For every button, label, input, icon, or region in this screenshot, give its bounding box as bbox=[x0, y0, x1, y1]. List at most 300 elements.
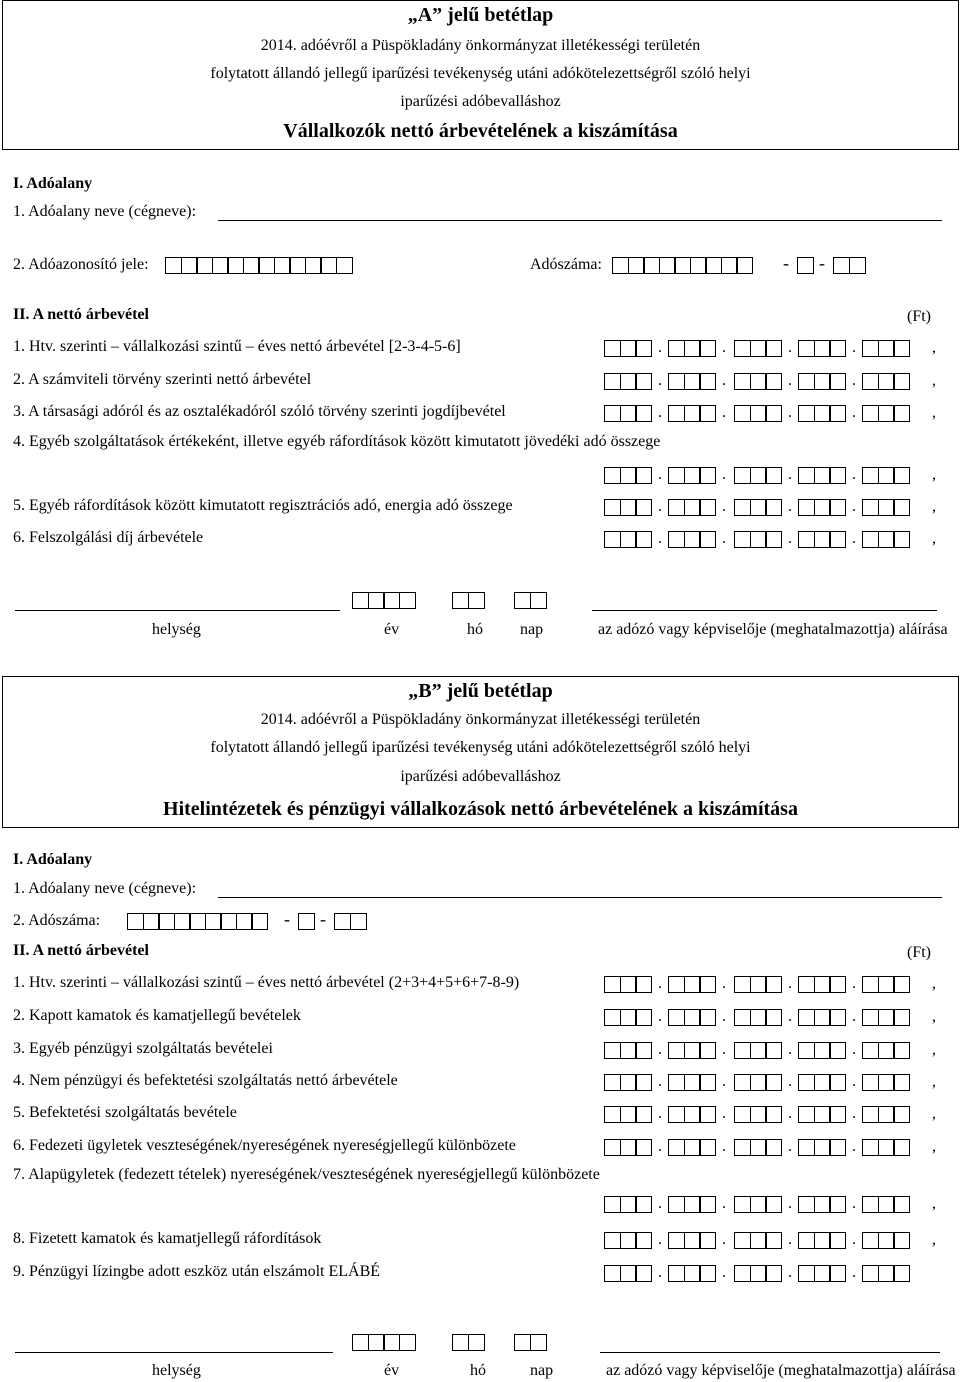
input-box[interactable] bbox=[383, 592, 400, 609]
input-box[interactable] bbox=[699, 1196, 716, 1213]
input-box[interactable] bbox=[620, 405, 637, 422]
input-box[interactable] bbox=[668, 499, 685, 516]
input-box[interactable] bbox=[604, 531, 621, 548]
form-b-row-6-amount-group-5[interactable] bbox=[862, 1139, 910, 1156]
input-box[interactable] bbox=[829, 405, 846, 422]
input-box[interactable] bbox=[893, 1042, 910, 1059]
form-a-row-1-amount-group-2[interactable] bbox=[668, 340, 716, 357]
input-box[interactable] bbox=[765, 405, 782, 422]
input-box[interactable] bbox=[699, 1042, 716, 1059]
form-b-row-8-amount-group-5[interactable] bbox=[862, 1232, 910, 1249]
input-box[interactable] bbox=[674, 257, 691, 274]
form-a-row-2-amount-group-3[interactable] bbox=[734, 373, 782, 390]
form-a-row-5-amount-group-3[interactable] bbox=[734, 499, 782, 516]
input-box[interactable] bbox=[305, 257, 322, 274]
input-box[interactable] bbox=[705, 257, 722, 274]
form-b-row-6-amount-group-1[interactable] bbox=[604, 1139, 652, 1156]
input-box[interactable] bbox=[635, 1009, 652, 1026]
input-box[interactable] bbox=[765, 1265, 782, 1282]
input-box[interactable] bbox=[878, 405, 895, 422]
input-box[interactable] bbox=[829, 531, 846, 548]
input-box[interactable] bbox=[829, 1265, 846, 1282]
input-box[interactable] bbox=[893, 467, 910, 484]
form-b-row-4-amount-group-4[interactable] bbox=[798, 1074, 846, 1091]
form-a-row-3-amount-group-2[interactable] bbox=[668, 405, 716, 422]
form-b-row-8-amount-group-2[interactable] bbox=[668, 1232, 716, 1249]
form-a-row-5-amount-group-5[interactable] bbox=[862, 499, 910, 516]
input-box[interactable] bbox=[612, 257, 629, 274]
input-box[interactable] bbox=[750, 467, 767, 484]
input-box[interactable] bbox=[334, 913, 351, 930]
input-box[interactable] bbox=[452, 592, 469, 609]
form-a-row-4-amount-group-2[interactable] bbox=[668, 467, 716, 484]
input-box[interactable] bbox=[798, 976, 815, 993]
form-a-row-4-amount-group-5[interactable] bbox=[862, 467, 910, 484]
input-box[interactable] bbox=[212, 257, 229, 274]
input-box[interactable] bbox=[862, 340, 879, 357]
form-b-row-5-amount-group-3[interactable] bbox=[734, 1106, 782, 1123]
input-box[interactable] bbox=[604, 1106, 621, 1123]
input-box[interactable] bbox=[734, 531, 751, 548]
form-b-row-5-amount-group-1[interactable] bbox=[604, 1106, 652, 1123]
form-a-row-2-amount-group-2[interactable] bbox=[668, 373, 716, 390]
input-box[interactable] bbox=[635, 1196, 652, 1213]
input-box[interactable] bbox=[668, 1009, 685, 1026]
input-box[interactable] bbox=[814, 976, 831, 993]
input-box[interactable] bbox=[798, 1042, 815, 1059]
form-a-row-4-amount-group-4[interactable] bbox=[798, 467, 846, 484]
form-b-row-1-amount-group-1[interactable] bbox=[604, 976, 652, 993]
form-b-row-3-amount-group-2[interactable] bbox=[668, 1042, 716, 1059]
input-box[interactable] bbox=[143, 913, 160, 930]
input-box[interactable] bbox=[765, 499, 782, 516]
input-box[interactable] bbox=[734, 1265, 751, 1282]
input-box[interactable] bbox=[750, 1042, 767, 1059]
input-box[interactable] bbox=[604, 1009, 621, 1026]
input-box[interactable] bbox=[189, 913, 206, 930]
input-box[interactable] bbox=[352, 1334, 369, 1351]
input-box[interactable] bbox=[158, 913, 175, 930]
input-box[interactable] bbox=[862, 373, 879, 390]
input-box[interactable] bbox=[352, 592, 369, 609]
input-box[interactable] bbox=[798, 499, 815, 516]
input-box[interactable] bbox=[684, 531, 701, 548]
input-box[interactable] bbox=[893, 1232, 910, 1249]
input-box[interactable] bbox=[750, 976, 767, 993]
input-box[interactable] bbox=[368, 592, 385, 609]
input-box[interactable] bbox=[620, 1009, 637, 1026]
input-box[interactable] bbox=[734, 340, 751, 357]
input-box[interactable] bbox=[668, 467, 685, 484]
input-box[interactable] bbox=[798, 340, 815, 357]
input-box[interactable] bbox=[798, 1106, 815, 1123]
form-a-day-boxes[interactable] bbox=[514, 592, 547, 609]
form-b-taxno-boxes-1[interactable] bbox=[127, 913, 268, 930]
form-b-row-3-amount-group-1[interactable] bbox=[604, 1042, 652, 1059]
input-box[interactable] bbox=[734, 405, 751, 422]
input-box[interactable] bbox=[205, 913, 222, 930]
input-box[interactable] bbox=[862, 531, 879, 548]
form-b-row-1-amount-group-5[interactable] bbox=[862, 976, 910, 993]
input-box[interactable] bbox=[814, 467, 831, 484]
input-box[interactable] bbox=[862, 976, 879, 993]
input-box[interactable] bbox=[635, 1265, 652, 1282]
input-box[interactable] bbox=[635, 976, 652, 993]
input-box[interactable] bbox=[750, 531, 767, 548]
form-a-month-boxes[interactable] bbox=[452, 592, 485, 609]
input-box[interactable] bbox=[604, 405, 621, 422]
input-box[interactable] bbox=[814, 1139, 831, 1156]
input-box[interactable] bbox=[684, 1265, 701, 1282]
form-b-row-6-amount-group-2[interactable] bbox=[668, 1139, 716, 1156]
input-box[interactable] bbox=[878, 340, 895, 357]
form-a-taxid-boxes[interactable] bbox=[165, 257, 353, 274]
input-box[interactable] bbox=[620, 531, 637, 548]
form-b-row-3-amount-group-4[interactable] bbox=[798, 1042, 846, 1059]
input-box[interactable] bbox=[604, 976, 621, 993]
input-box[interactable] bbox=[814, 531, 831, 548]
input-box[interactable] bbox=[734, 1139, 751, 1156]
form-b-row-9-amount-group-1[interactable] bbox=[604, 1265, 652, 1282]
input-box[interactable] bbox=[604, 1074, 621, 1091]
input-box[interactable] bbox=[165, 257, 182, 274]
input-box[interactable] bbox=[699, 1265, 716, 1282]
form-a-row-6-amount-group-3[interactable] bbox=[734, 531, 782, 548]
input-box[interactable] bbox=[127, 913, 144, 930]
input-box[interactable] bbox=[765, 1139, 782, 1156]
input-box[interactable] bbox=[699, 1009, 716, 1026]
input-box[interactable] bbox=[399, 592, 416, 609]
input-box[interactable] bbox=[814, 1196, 831, 1213]
input-box[interactable] bbox=[878, 1232, 895, 1249]
input-box[interactable] bbox=[878, 1196, 895, 1213]
form-b-row-4-amount-group-2[interactable] bbox=[668, 1074, 716, 1091]
input-box[interactable] bbox=[399, 1334, 416, 1351]
input-box[interactable] bbox=[251, 913, 268, 930]
input-box[interactable] bbox=[383, 1334, 400, 1351]
input-box[interactable] bbox=[750, 1009, 767, 1026]
input-box[interactable] bbox=[750, 1074, 767, 1091]
input-box[interactable] bbox=[878, 499, 895, 516]
input-box[interactable] bbox=[893, 1009, 910, 1026]
input-box[interactable] bbox=[893, 340, 910, 357]
form-b-row-3-amount-group-3[interactable] bbox=[734, 1042, 782, 1059]
input-box[interactable] bbox=[878, 976, 895, 993]
form-b-row-7-amount-group-3[interactable] bbox=[734, 1196, 782, 1213]
input-box[interactable] bbox=[798, 1074, 815, 1091]
input-box[interactable] bbox=[684, 405, 701, 422]
input-box[interactable] bbox=[196, 257, 213, 274]
form-a-name-field[interactable] bbox=[218, 220, 942, 221]
input-box[interactable] bbox=[604, 1265, 621, 1282]
input-box[interactable] bbox=[236, 913, 253, 930]
input-box[interactable] bbox=[635, 1139, 652, 1156]
input-box[interactable] bbox=[604, 373, 621, 390]
input-box[interactable] bbox=[635, 1042, 652, 1059]
form-b-month-boxes[interactable] bbox=[452, 1334, 485, 1351]
form-b-row-2-amount-group-3[interactable] bbox=[734, 1009, 782, 1026]
input-box[interactable] bbox=[620, 499, 637, 516]
input-box[interactable] bbox=[690, 257, 707, 274]
input-box[interactable] bbox=[893, 976, 910, 993]
form-b-row-3-amount-group-5[interactable] bbox=[862, 1042, 910, 1059]
input-box[interactable] bbox=[862, 1232, 879, 1249]
input-box[interactable] bbox=[684, 467, 701, 484]
input-box[interactable] bbox=[274, 257, 291, 274]
input-box[interactable] bbox=[814, 340, 831, 357]
form-b-row-9-amount-group-4[interactable] bbox=[798, 1265, 846, 1282]
input-box[interactable] bbox=[765, 467, 782, 484]
input-box[interactable] bbox=[833, 257, 850, 274]
form-b-row-2-amount-group-2[interactable] bbox=[668, 1009, 716, 1026]
input-box[interactable] bbox=[878, 1009, 895, 1026]
form-a-row-3-amount-group-1[interactable] bbox=[604, 405, 652, 422]
input-box[interactable] bbox=[320, 257, 337, 274]
input-box[interactable] bbox=[829, 1009, 846, 1026]
input-box[interactable] bbox=[635, 1074, 652, 1091]
input-box[interactable] bbox=[765, 1074, 782, 1091]
input-box[interactable] bbox=[829, 976, 846, 993]
input-box[interactable] bbox=[620, 1139, 637, 1156]
input-box[interactable] bbox=[468, 1334, 485, 1351]
form-b-row-7-amount-group-1[interactable] bbox=[604, 1196, 652, 1213]
input-box[interactable] bbox=[814, 1074, 831, 1091]
input-box[interactable] bbox=[684, 1106, 701, 1123]
input-box[interactable] bbox=[893, 531, 910, 548]
form-b-row-8-amount-group-1[interactable] bbox=[604, 1232, 652, 1249]
input-box[interactable] bbox=[798, 373, 815, 390]
input-box[interactable] bbox=[604, 1196, 621, 1213]
form-a-row-4-amount-group-1[interactable] bbox=[604, 467, 652, 484]
input-box[interactable] bbox=[620, 976, 637, 993]
input-box[interactable] bbox=[862, 1196, 879, 1213]
input-box[interactable] bbox=[530, 1334, 547, 1351]
form-b-row-2-amount-group-4[interactable] bbox=[798, 1009, 846, 1026]
input-box[interactable] bbox=[620, 1232, 637, 1249]
input-box[interactable] bbox=[684, 976, 701, 993]
input-box[interactable] bbox=[620, 1042, 637, 1059]
form-a-row-4-amount-group-3[interactable] bbox=[734, 467, 782, 484]
input-box[interactable] bbox=[814, 1265, 831, 1282]
input-box[interactable] bbox=[699, 976, 716, 993]
form-a-row-1-amount-group-4[interactable] bbox=[798, 340, 846, 357]
input-box[interactable] bbox=[878, 1106, 895, 1123]
input-box[interactable] bbox=[684, 1139, 701, 1156]
form-b-signature-field[interactable] bbox=[600, 1352, 940, 1353]
input-box[interactable] bbox=[699, 1139, 716, 1156]
input-box[interactable] bbox=[814, 373, 831, 390]
input-box[interactable] bbox=[862, 499, 879, 516]
input-box[interactable] bbox=[798, 1196, 815, 1213]
input-box[interactable] bbox=[289, 257, 306, 274]
input-box[interactable] bbox=[893, 1106, 910, 1123]
input-box[interactable] bbox=[798, 1009, 815, 1026]
input-box[interactable] bbox=[668, 1265, 685, 1282]
form-b-row-5-amount-group-2[interactable] bbox=[668, 1106, 716, 1123]
form-a-row-2-amount-group-4[interactable] bbox=[798, 373, 846, 390]
input-box[interactable] bbox=[862, 405, 879, 422]
input-box[interactable] bbox=[604, 499, 621, 516]
input-box[interactable] bbox=[174, 913, 191, 930]
input-box[interactable] bbox=[829, 1139, 846, 1156]
input-box[interactable] bbox=[734, 1042, 751, 1059]
form-a-taxno-boxes-1[interactable] bbox=[612, 257, 753, 274]
input-box[interactable] bbox=[699, 467, 716, 484]
input-box[interactable] bbox=[635, 340, 652, 357]
input-box[interactable] bbox=[765, 1196, 782, 1213]
input-box[interactable] bbox=[765, 340, 782, 357]
form-b-row-1-amount-group-4[interactable] bbox=[798, 976, 846, 993]
input-box[interactable] bbox=[765, 531, 782, 548]
input-box[interactable] bbox=[635, 1232, 652, 1249]
input-box[interactable] bbox=[814, 499, 831, 516]
input-box[interactable] bbox=[643, 257, 660, 274]
input-box[interactable] bbox=[765, 976, 782, 993]
form-a-year-boxes[interactable] bbox=[352, 592, 416, 609]
form-a-row-2-amount-group-5[interactable] bbox=[862, 373, 910, 390]
input-box[interactable] bbox=[862, 467, 879, 484]
input-box[interactable] bbox=[530, 592, 547, 609]
form-a-signature-field[interactable] bbox=[592, 610, 937, 611]
input-box[interactable] bbox=[862, 1106, 879, 1123]
input-box[interactable] bbox=[620, 467, 637, 484]
input-box[interactable] bbox=[668, 531, 685, 548]
input-box[interactable] bbox=[849, 257, 866, 274]
input-box[interactable] bbox=[668, 340, 685, 357]
form-b-row-9-amount-group-3[interactable] bbox=[734, 1265, 782, 1282]
input-box[interactable] bbox=[750, 373, 767, 390]
input-box[interactable] bbox=[829, 467, 846, 484]
form-a-row-1-amount-group-3[interactable] bbox=[734, 340, 782, 357]
input-box[interactable] bbox=[181, 257, 198, 274]
form-a-row-1-amount-group-5[interactable] bbox=[862, 340, 910, 357]
input-box[interactable] bbox=[734, 1196, 751, 1213]
form-a-row-6-amount-group-5[interactable] bbox=[862, 531, 910, 548]
input-box[interactable] bbox=[829, 1074, 846, 1091]
input-box[interactable] bbox=[798, 467, 815, 484]
input-box[interactable] bbox=[878, 1265, 895, 1282]
form-b-row-8-amount-group-3[interactable] bbox=[734, 1232, 782, 1249]
form-b-place-field[interactable] bbox=[15, 1352, 333, 1353]
form-b-taxno-boxes-2[interactable] bbox=[298, 913, 315, 930]
form-a-row-1-amount-group-1[interactable] bbox=[604, 340, 652, 357]
form-a-row-5-amount-group-1[interactable] bbox=[604, 499, 652, 516]
input-box[interactable] bbox=[878, 373, 895, 390]
input-box[interactable] bbox=[862, 1265, 879, 1282]
input-box[interactable] bbox=[668, 405, 685, 422]
input-box[interactable] bbox=[893, 405, 910, 422]
form-b-row-7-amount-group-4[interactable] bbox=[798, 1196, 846, 1213]
input-box[interactable] bbox=[750, 1265, 767, 1282]
form-a-row-3-amount-group-3[interactable] bbox=[734, 405, 782, 422]
input-box[interactable] bbox=[750, 340, 767, 357]
input-box[interactable] bbox=[468, 592, 485, 609]
input-box[interactable] bbox=[798, 1265, 815, 1282]
input-box[interactable] bbox=[829, 499, 846, 516]
form-a-row-2-amount-group-1[interactable] bbox=[604, 373, 652, 390]
input-box[interactable] bbox=[734, 467, 751, 484]
input-box[interactable] bbox=[893, 1196, 910, 1213]
input-box[interactable] bbox=[765, 373, 782, 390]
input-box[interactable] bbox=[878, 1074, 895, 1091]
input-box[interactable] bbox=[699, 499, 716, 516]
input-box[interactable] bbox=[814, 405, 831, 422]
input-box[interactable] bbox=[684, 499, 701, 516]
form-a-row-6-amount-group-1[interactable] bbox=[604, 531, 652, 548]
form-b-row-7-amount-group-5[interactable] bbox=[862, 1196, 910, 1213]
input-box[interactable] bbox=[635, 531, 652, 548]
input-box[interactable] bbox=[750, 1232, 767, 1249]
input-box[interactable] bbox=[814, 1106, 831, 1123]
input-box[interactable] bbox=[814, 1009, 831, 1026]
input-box[interactable] bbox=[878, 1139, 895, 1156]
input-box[interactable] bbox=[798, 405, 815, 422]
input-box[interactable] bbox=[684, 1232, 701, 1249]
input-box[interactable] bbox=[668, 1196, 685, 1213]
input-box[interactable] bbox=[668, 1106, 685, 1123]
form-a-taxno-boxes-2[interactable] bbox=[797, 257, 814, 274]
input-box[interactable] bbox=[635, 373, 652, 390]
form-b-row-5-amount-group-4[interactable] bbox=[798, 1106, 846, 1123]
input-box[interactable] bbox=[258, 257, 275, 274]
form-a-taxno-boxes-3[interactable] bbox=[833, 257, 866, 274]
input-box[interactable] bbox=[514, 1334, 531, 1351]
input-box[interactable] bbox=[893, 499, 910, 516]
input-box[interactable] bbox=[604, 467, 621, 484]
input-box[interactable] bbox=[620, 1074, 637, 1091]
form-b-row-4-amount-group-1[interactable] bbox=[604, 1074, 652, 1091]
input-box[interactable] bbox=[699, 405, 716, 422]
input-box[interactable] bbox=[699, 1106, 716, 1123]
input-box[interactable] bbox=[736, 257, 753, 274]
input-box[interactable] bbox=[336, 257, 353, 274]
input-box[interactable] bbox=[765, 1042, 782, 1059]
form-a-row-5-amount-group-4[interactable] bbox=[798, 499, 846, 516]
input-box[interactable] bbox=[368, 1334, 385, 1351]
input-box[interactable] bbox=[227, 257, 244, 274]
input-box[interactable] bbox=[893, 1265, 910, 1282]
input-box[interactable] bbox=[798, 531, 815, 548]
form-b-name-field[interactable] bbox=[218, 897, 942, 898]
input-box[interactable] bbox=[620, 340, 637, 357]
input-box[interactable] bbox=[668, 1232, 685, 1249]
input-box[interactable] bbox=[765, 1106, 782, 1123]
input-box[interactable] bbox=[350, 913, 367, 930]
form-b-row-6-amount-group-3[interactable] bbox=[734, 1139, 782, 1156]
input-box[interactable] bbox=[734, 1009, 751, 1026]
input-box[interactable] bbox=[699, 373, 716, 390]
input-box[interactable] bbox=[829, 1106, 846, 1123]
input-box[interactable] bbox=[862, 1139, 879, 1156]
input-box[interactable] bbox=[635, 499, 652, 516]
input-box[interactable] bbox=[684, 1042, 701, 1059]
input-box[interactable] bbox=[893, 1074, 910, 1091]
input-box[interactable] bbox=[862, 1009, 879, 1026]
form-a-row-3-amount-group-5[interactable] bbox=[862, 405, 910, 422]
input-box[interactable] bbox=[797, 257, 814, 274]
input-box[interactable] bbox=[878, 1042, 895, 1059]
input-box[interactable] bbox=[798, 1232, 815, 1249]
input-box[interactable] bbox=[635, 405, 652, 422]
input-box[interactable] bbox=[862, 1042, 879, 1059]
input-box[interactable] bbox=[699, 531, 716, 548]
input-box[interactable] bbox=[604, 1232, 621, 1249]
input-box[interactable] bbox=[668, 1074, 685, 1091]
form-b-taxno-boxes-3[interactable] bbox=[334, 913, 367, 930]
form-a-row-6-amount-group-2[interactable] bbox=[668, 531, 716, 548]
input-box[interactable] bbox=[750, 499, 767, 516]
form-b-row-7-amount-group-2[interactable] bbox=[668, 1196, 716, 1213]
